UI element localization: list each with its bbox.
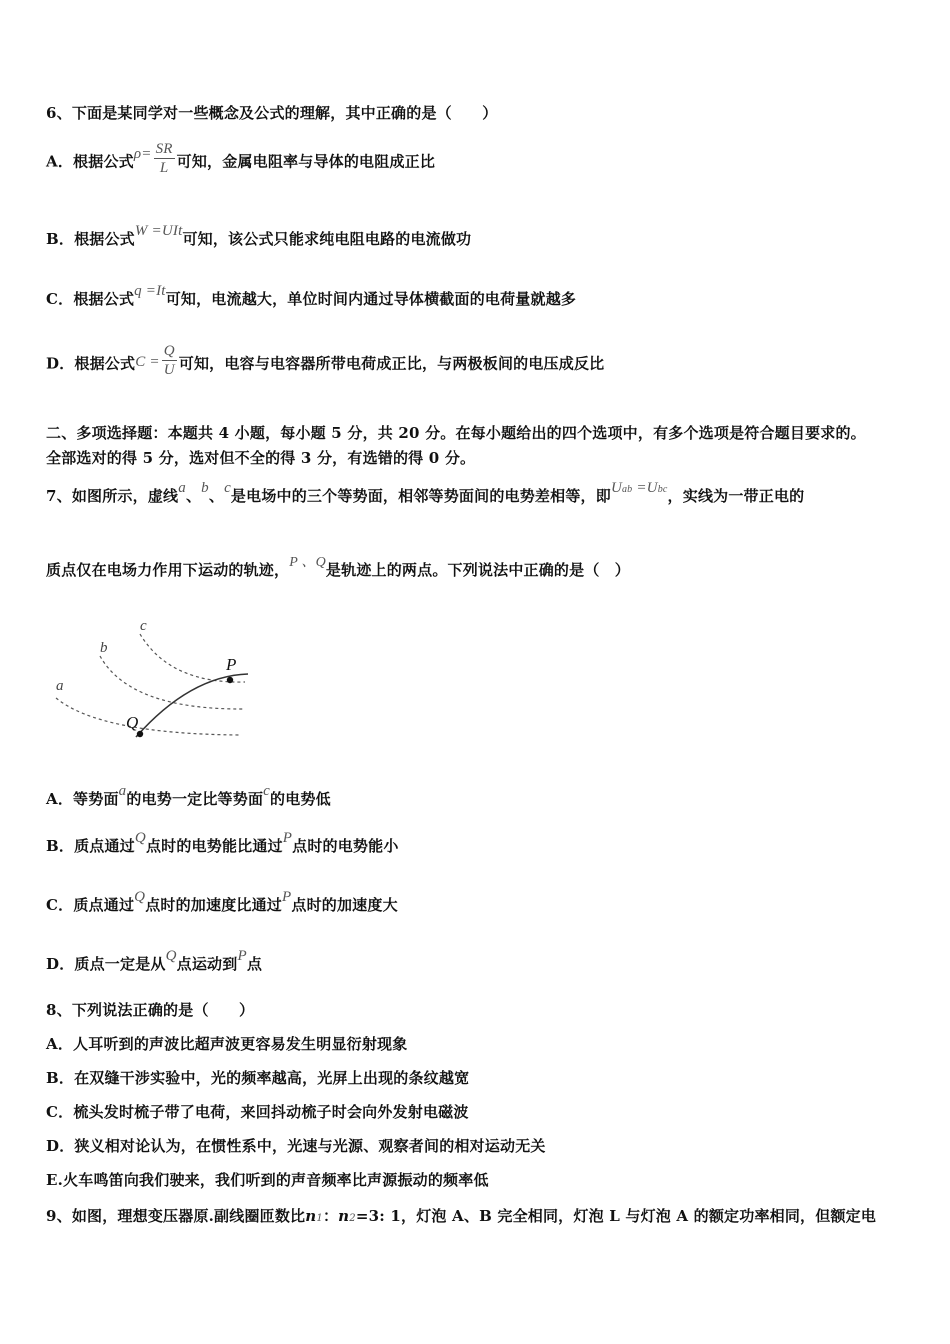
section2-line1: 二、多项选择题：本题共 4 小题，每小题 5 分，共 20 分。在每小题给出的四个选项中，有多个选项是符合题目要求的。 [46,424,866,442]
q6-a-text: 可知，金属电阻率与导体的电阻成正比 [176,152,436,171]
q7-c-pre: C．质点通过 [46,896,135,914]
q7-l2b: 是轨迹上的两点。下列说法中正确的是（ ） [325,561,630,579]
label-a: a [56,678,64,694]
q7-option-d[interactable] [46,948,263,974]
q7-sep2: 、 [208,487,225,505]
q7-d-pre: D．质点一定是从 [46,955,166,973]
q7-var-a: a [178,480,186,496]
q7-var-c: c [224,480,231,496]
q9-s1: 9、如图，理想变压器原.副线圈匝数比 [46,1207,306,1225]
equipotential-b [100,656,245,709]
q6-d-text: 可知，电容与电容器所带电荷成正比，与两极板间的电压成反比 [178,354,605,373]
q7-uab [611,480,668,496]
q6-d-numerator: Q [163,343,175,359]
label-c: c [140,618,147,634]
q7-stem-line1 [46,480,805,506]
q6-c-formula: q =It [134,283,166,299]
q7-d-mid: 点运动到 [176,955,238,973]
q6-b-prefix: B．根据公式 [46,230,135,248]
q9-colon: ： [322,1207,339,1225]
q8-option-c[interactable]: C．梳头发时梳子带了电荷，来回抖动梳子时会向外发射电磁波 [46,1103,469,1121]
section2-line2: 全部选对的得 5 分，选对但不全的得 3 分，有选错的得 0 分。 [46,449,476,467]
q7-a-post: 的电势低 [270,790,331,808]
q8-option-d[interactable]: D．狭义相对论认为，在惯性系中，光速与光源、观察者间的相对运动无关 [46,1137,546,1155]
q7-option-a[interactable] [46,783,331,809]
q6-d-prefix: D．根据公式 [46,354,136,373]
q7-stem-line2 [46,555,630,580]
q9-n1: n [305,1207,317,1225]
q6-b-formula: W =UIt [134,223,183,239]
q7-s3: ，实线为一带正电的 [667,487,805,505]
q6-b-text: 可知，该公式只能求纯电阻电路的电流做功 [182,230,472,248]
q7-pq: P 、Q [289,555,326,570]
q6-option-d[interactable] [46,343,605,383]
q8-option-b[interactable]: B．在双缝干涉实验中，光的频率越高，光屏上出现的条纹越宽 [46,1069,470,1087]
q8-option-e[interactable]: E.火车鸣笛向我们驶来，我们听到的声音频率比声源振动的频率低 [46,1171,489,1189]
q7-c-v2: P [282,889,292,905]
q7-b-post: 点时的电势能小 [292,837,399,855]
point-p [227,677,233,683]
q8-option-a[interactable]: A．人耳听到的声波比超声波更容易发生明显衍射现象 [46,1035,408,1053]
q6-a-prefix: A．根据公式 [46,152,134,171]
equipotential-a [56,698,240,735]
q9-n2-sub: 2 [349,1213,356,1224]
q7-s2: 是电场中的三个等势面，相邻等势面间的电势差相等，即 [230,487,611,505]
q9-s2: =3: 1，灯泡 A、B 完全相同，灯泡 L 与灯泡 A 的额定功率相同，但额定电 [355,1207,877,1225]
q9-n2: n [338,1207,350,1225]
q7-c-post: 点时的加速度大 [291,896,398,914]
label-p: P [226,655,237,674]
q7-c-mid: 点时的加速度比通过 [145,896,282,914]
q6-a-numerator: SR [155,141,173,157]
q6-a-fraction [154,140,175,177]
q7-b-mid: 点时的电势能比通过 [145,837,283,855]
label-q: Q [126,713,139,732]
q7-b-v2: P [282,830,293,846]
label-b: b [100,640,108,656]
q7-a-v2: c [263,783,271,799]
q9-n1-sub: 1 [316,1213,323,1224]
q7-ab: ab [621,484,633,495]
q7-b-pre: B．质点通过 [46,837,135,855]
q7-option-c[interactable] [46,889,398,915]
q6-c-prefix: C．根据公式 [46,290,135,308]
q6-c-text: 可知，电流越大，单位时间内通过导体横截面的电荷量就越多 [165,290,577,308]
q7-d-v2: P [237,948,247,964]
q7-a-mid: 的电势一定比等势面 [126,790,264,808]
q7-bc: bc [657,484,668,495]
q7-b-v1: Q [134,830,146,846]
q7-d-post: 点 [246,955,263,973]
q9-stem [46,1205,876,1226]
q6-a-rho: ρ= [133,145,152,162]
q6-option-c[interactable] [46,283,577,309]
q7-figure [40,612,260,752]
q7-d-v1: Q [165,948,177,964]
q6-d-lhs: C = [135,353,160,370]
q7-c-v1: Q [134,889,146,905]
q7-option-b[interactable] [46,830,399,856]
q6-option-a[interactable] [46,141,436,181]
q7-l2a: 质点仅在电场力作用下运动的轨迹， [46,561,290,579]
q8-stem: 8、下列说法正确的是（ ） [46,1001,255,1019]
q7-sep1: 、 [185,487,202,505]
q6-d-denominator: U [163,362,175,378]
q6-d-fraction [162,342,177,379]
q7-s1: 7、如图所示，虚线 [46,487,179,505]
q6-a-denominator: L [159,160,169,176]
q7-eq: =U [632,480,658,496]
q7-var-b: b [201,480,209,496]
q7-a-v1: a [118,783,127,799]
q6-stem: 6、下面是某同学对一些概念及公式的理解，其中正确的是（ ） [46,104,498,122]
q7-u1: U [610,480,622,496]
q7-a-pre: A．等势面 [46,790,119,808]
q6-option-b[interactable] [46,223,472,249]
